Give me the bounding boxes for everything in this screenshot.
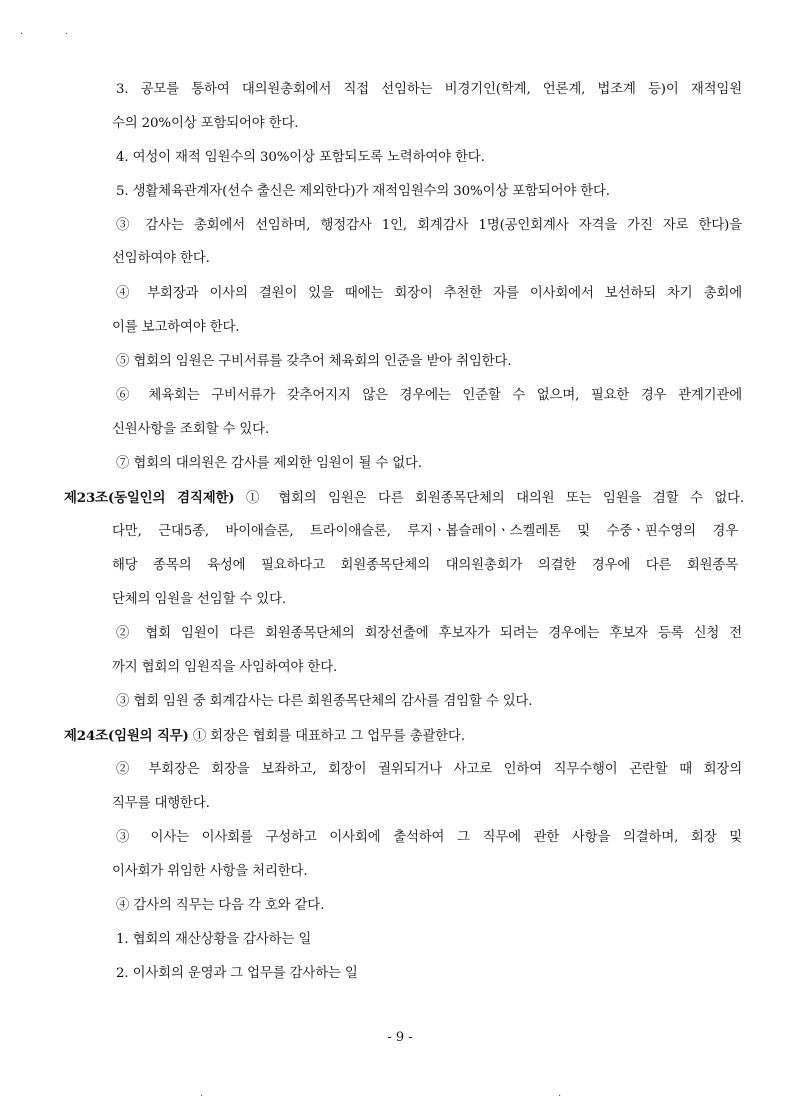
- text-line: ① 회장은 협회를 대표하고 그 업무를 총괄한다.: [192, 729, 465, 744]
- text-line: 신원사항을 조회할 수 있다.: [112, 422, 270, 437]
- text-line: 수의 20%이상 포함되어야 한다.: [112, 116, 299, 131]
- text-line: 단체의 임원을 선임할 수 있다.: [112, 592, 286, 607]
- text-line: 까지 협회의 임원직을 사임하여야 한다.: [112, 660, 338, 675]
- page-number: - 9 -: [387, 1030, 413, 1045]
- article-23-heading: 제23조(동일인의 겸직제한): [64, 490, 235, 506]
- text-line: ④ 감사의 직무는 다음 각 호와 같다.: [116, 898, 325, 913]
- text-line: ③ 이사는 이사회를 구성하고 이사회에 출석하여 그 직무에 관한 사항을 의결하며, 회장 및: [116, 830, 743, 845]
- text-line: 직무를 대행한다.: [112, 796, 210, 811]
- text-line: 5. 생활체육관계자(선수 출신은 제외한다)가 재적임원수의 30%이상 포함되어야 한다.: [116, 184, 610, 199]
- text-line: ② 부회장은 회장을 보좌하고, 회장이 궐위되거나 사고로 인하여 직무수행이 곤란할 때 회장의: [116, 762, 742, 777]
- scan-dot: ·: [200, 1091, 204, 1102]
- text-line: ⑤ 협회의 임원은 구비서류를 갖추어 체육회의 인준을 받아 취임한다.: [116, 354, 512, 369]
- text-line: ⑥ 체육회는 구비서류가 갖추어지지 않은 경우에는 인준할 수 없으며, 필요한 경우 관계기관에: [116, 388, 742, 403]
- article-24-heading: 제24조(임원의 직무): [64, 728, 189, 744]
- text-line: ② 협회 임원이 다른 회원종목단체의 회장선출에 후보자가 되려는 경우에는 후보자 등록 신청 전: [116, 626, 742, 641]
- scan-dot: ·: [65, 29, 69, 40]
- text-line: 3. 공모를 통하여 대의원총회에서 직접 선임하는 비경기인(학계, 언론계, 법조계 등)이 재적임원: [116, 82, 742, 97]
- article-23-line: [64, 488, 744, 509]
- text-line: 선임하여야 한다.: [112, 251, 210, 266]
- scan-dot: ·: [20, 29, 24, 40]
- text-line: 다만, 근대5종, 바이애슬론, 트라이애슬론, 루지ㆍ봅슬레이ㆍ스켈레톤 및 수중ㆍ핀수영의 경우: [112, 524, 738, 539]
- text-line: 이사회가 위임한 사항을 처리한다.: [112, 864, 308, 879]
- text-line: ③ 협회 임원 중 회계감사는 다른 회원종목단체의 감사를 겸임할 수 있다.: [116, 694, 533, 709]
- text-line: 이를 보고하여야 한다.: [112, 320, 240, 335]
- text-line: ④ 부회장과 이사의 결원이 있을 때에는 회장이 추천한 자를 이사회에서 보선하되 차기 총회에: [116, 286, 742, 301]
- scan-dot: ·: [558, 1091, 562, 1102]
- text-line: ③ 감사는 총회에서 선임하며, 행정감사 1인, 회계감사 1명(공인회계사 자격을 가진 자로 한다)을: [116, 218, 742, 233]
- text-line: 해당 종목의 육성에 필요하다고 회원종목단체의 대의원총회가 의결한 경우에 다른 회원종목: [112, 558, 738, 573]
- article-24-line: [64, 726, 465, 747]
- text-line: 1. 협회의 재산상황을 감사하는 일: [116, 932, 312, 947]
- text-line: 4. 여성이 재적 임원수의 30%이상 포함되도록 노력하여야 한다.: [116, 150, 485, 165]
- text-line: ① 협회의 임원은 다른 회원종목단체의 대의원 또는 임원을 겸할 수 없다.: [246, 491, 745, 506]
- text-line: 2. 이사회의 운영과 그 업무를 감사하는 일: [116, 966, 358, 981]
- text-line: ⑦ 협회의 대의원은 감사를 제외한 임원이 될 수 없다.: [116, 456, 422, 471]
